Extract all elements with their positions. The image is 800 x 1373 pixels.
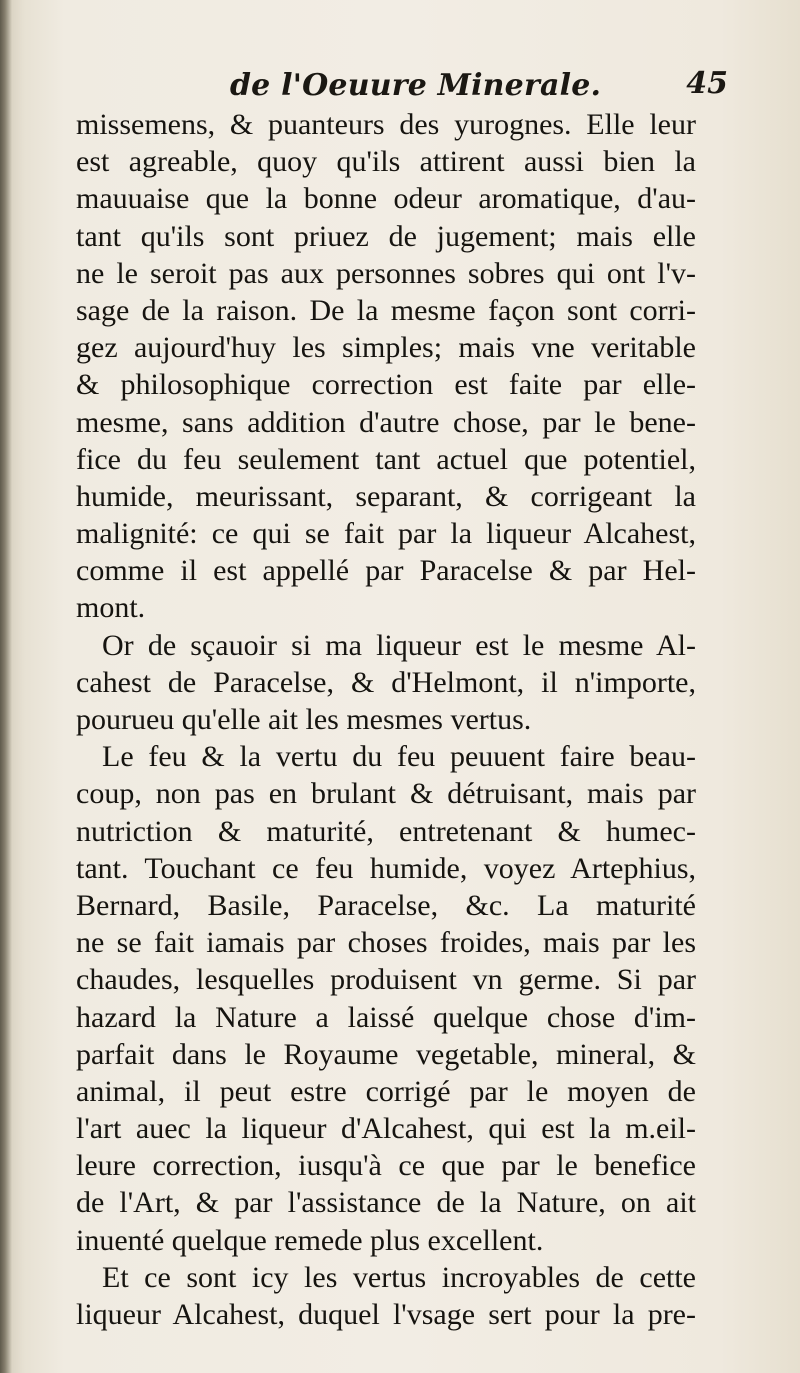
text-line: fice du feu seulement tant actuel que potentiel, [76,442,696,476]
text-line: leure correction, iusqu'à ce que par le benefice [76,1149,696,1183]
page-header [70,60,730,106]
page-number: 45 [686,66,728,101]
paragraph-end-line: mont. [76,591,146,625]
text-line: Bernard, Basile, Paracelse, &c. La maturité [76,888,696,922]
paragraph-start-line: Le feu & la vertu du feu peuuent faire beau- [102,740,696,774]
paragraph-end-line: inuenté quelque remede plus excellent. [76,1223,544,1257]
text-line: humide, meurissant, separant, & corrigeant la [76,479,696,513]
text-line: tant. Touchant ce feu humide, voyez Artephius, [76,851,696,885]
text-line: mauuaise que la bonne odeur aromatique, d'au- [76,182,696,216]
text-line: l'art auec la liqueur d'Alcahest, qui est la m.eil- [76,1112,696,1146]
text-line: ne se fait iamais par choses froides, mais par les [76,926,696,960]
text-line: gez aujourd'huy les simples; mais vne veritable [76,331,696,365]
text-line: parfait dans le Royaume vegetable, mineral, & [76,1037,696,1071]
text-line: cahest de Paracelse, & d'Helmont, il n'importe, [76,665,696,699]
running-title: de l'Oeuure Minerale. [230,68,602,103]
text-line: ne le seroit pas aux personnes sobres qui ont l'v- [76,256,696,290]
text-line: coup, non pas en brulant & détruisant, mais par [76,777,696,811]
text-line: de l'Art, & par l'assistance de la Nature, on ait [76,1186,696,1220]
text-line: missemens, & puanteurs des yurognes. Elle leur [76,108,696,141]
text-line: est agreable, quoy qu'ils attirent aussi bien la [76,145,696,179]
text-line: comme il est appellé par Paracelse & par Hel- [76,554,696,588]
body-text [76,106,696,1333]
text-line: & philosophique correction est faite par elle- [76,368,696,402]
text-line: mesme, sans addition d'autre chose, par le bene- [76,405,696,439]
text-line: chaudes, lesquelles produisent vn germe. Si par [76,963,696,997]
text-line: malignité: ce qui se fait par la liqueur Alcahest, [76,517,696,551]
text-line: hazard la Nature a laissé quelque chose d'im- [76,1000,696,1034]
text-line: tant qu'ils sont priuez de jugement; mais elle [76,219,696,253]
text-line: animal, il peut estre corrigé par le moyen de [76,1074,696,1108]
text-line: liqueur Alcahest, duquel l'vsage sert pour la pre- [76,1298,696,1331]
paper-mark [480,1345,488,1359]
paragraph-end-line: pourueu qu'elle ait les mesmes vertus. [76,703,532,736]
paragraph-start-line: Or de sçauoir si ma liqueur est le mesme Al- [102,628,696,662]
text-line: nutriction & maturité, entretenant & humec- [76,814,696,848]
text-line: sage de la raison. De la mesme façon sont corri- [76,293,696,327]
paragraph-start-line: Et ce sont icy les vertus incroyables de cette [102,1260,696,1294]
